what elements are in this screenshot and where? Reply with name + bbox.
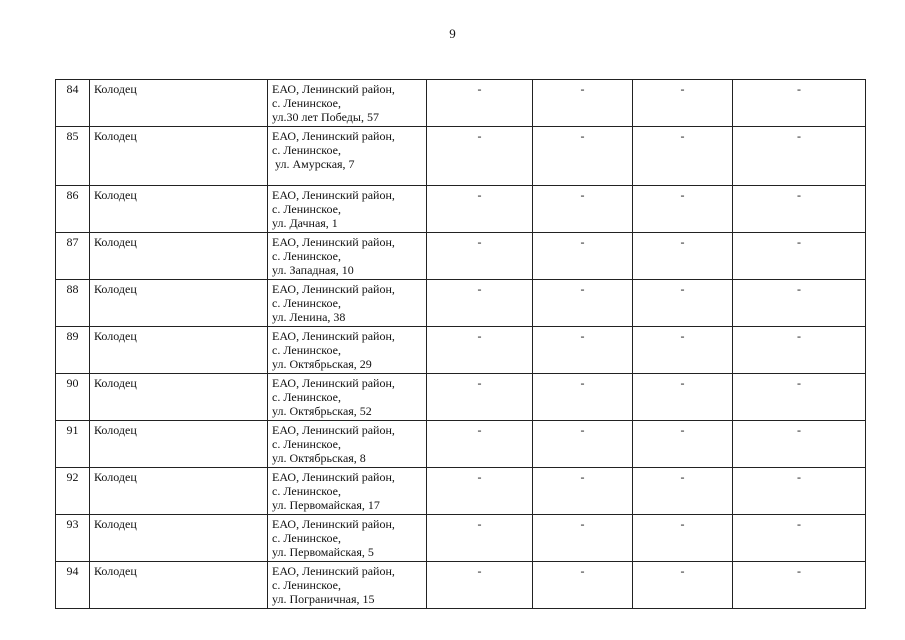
address-line: ул. Октябрьская, 52 xyxy=(272,404,372,418)
value-cell: - xyxy=(533,327,633,374)
address-line: ул. Первомайская, 5 xyxy=(272,545,374,559)
row-number: 93 xyxy=(56,515,90,562)
address-line: ЕАО, Ленинский район, xyxy=(272,423,395,437)
object-name: Колодец xyxy=(90,421,268,468)
object-name: Колодец xyxy=(90,233,268,280)
object-name: Колодец xyxy=(90,562,268,609)
address-line: ул.30 лет Победы, 57 xyxy=(272,110,379,124)
address-line: ул. Первомайская, 17 xyxy=(272,498,380,512)
address-line: с. Ленинское, xyxy=(272,578,341,592)
value-cell: - xyxy=(533,468,633,515)
address-line: ЕАО, Ленинский район, xyxy=(272,129,395,143)
table-row xyxy=(56,233,866,280)
object-address xyxy=(268,515,427,562)
value-cell: - xyxy=(633,80,733,127)
address-line: ул. Октябрьская, 8 xyxy=(272,451,366,465)
address-line: ул. Пограничная, 15 xyxy=(272,592,375,606)
object-address xyxy=(268,327,427,374)
row-number: 92 xyxy=(56,468,90,515)
value-cell: - xyxy=(633,327,733,374)
row-number: 87 xyxy=(56,233,90,280)
table-row xyxy=(56,421,866,468)
table-row xyxy=(56,562,866,609)
row-number: 88 xyxy=(56,280,90,327)
address-line: с. Ленинское, xyxy=(272,202,341,216)
value-cell: - xyxy=(633,515,733,562)
table-row xyxy=(56,327,866,374)
value-cell: - xyxy=(733,562,866,609)
object-address xyxy=(268,280,427,327)
value-cell: - xyxy=(427,280,533,327)
value-cell: - xyxy=(533,421,633,468)
table-body xyxy=(56,80,866,609)
value-cell: - xyxy=(733,186,866,233)
address-line: ЕАО, Ленинский район, xyxy=(272,329,395,343)
value-cell: - xyxy=(733,80,866,127)
object-address xyxy=(268,374,427,421)
address-line: с. Ленинское, xyxy=(272,96,341,110)
value-cell: - xyxy=(633,280,733,327)
address-line: ул. Октябрьская, 29 xyxy=(272,357,372,371)
object-name: Колодец xyxy=(90,80,268,127)
value-cell: - xyxy=(733,421,866,468)
table-row xyxy=(56,374,866,421)
address-line: с. Ленинское, xyxy=(272,343,341,357)
value-cell: - xyxy=(533,186,633,233)
value-cell: - xyxy=(733,327,866,374)
object-address xyxy=(268,80,427,127)
value-cell: - xyxy=(633,468,733,515)
table-row xyxy=(56,80,866,127)
page-number: 9 xyxy=(449,26,456,41)
object-address xyxy=(268,186,427,233)
object-name: Колодец xyxy=(90,374,268,421)
value-cell: - xyxy=(427,562,533,609)
table-row xyxy=(56,280,866,327)
address-line: ул. Ленина, 38 xyxy=(272,310,346,324)
value-cell: - xyxy=(733,468,866,515)
object-name: Колодец xyxy=(90,327,268,374)
object-name: Колодец xyxy=(90,280,268,327)
value-cell: - xyxy=(427,233,533,280)
address-line: с. Ленинское, xyxy=(272,143,341,157)
address-line: ул. Амурская, 7 xyxy=(272,157,355,171)
table-row xyxy=(56,127,866,186)
address-line: ЕАО, Ленинский район, xyxy=(272,470,395,484)
value-cell: - xyxy=(427,421,533,468)
address-line: ЕАО, Ленинский район, xyxy=(272,188,395,202)
wells-table xyxy=(55,79,866,609)
address-line: с. Ленинское, xyxy=(272,531,341,545)
row-number: 91 xyxy=(56,421,90,468)
address-line: с. Ленинское, xyxy=(272,390,341,404)
address-line: с. Ленинское, xyxy=(272,249,341,263)
value-cell: - xyxy=(533,374,633,421)
value-cell: - xyxy=(427,127,533,186)
value-cell: - xyxy=(633,186,733,233)
table-row xyxy=(56,515,866,562)
table-row xyxy=(56,468,866,515)
value-cell: - xyxy=(427,186,533,233)
value-cell: - xyxy=(533,80,633,127)
object-address xyxy=(268,468,427,515)
value-cell: - xyxy=(733,233,866,280)
value-cell: - xyxy=(733,127,866,186)
row-number: 90 xyxy=(56,374,90,421)
object-name: Колодец xyxy=(90,468,268,515)
object-address xyxy=(268,127,427,186)
address-line: ЕАО, Ленинский район, xyxy=(272,517,395,531)
value-cell: - xyxy=(533,127,633,186)
address-line: с. Ленинское, xyxy=(272,437,341,451)
value-cell: - xyxy=(533,233,633,280)
address-line: ЕАО, Ленинский район, xyxy=(272,82,395,96)
value-cell: - xyxy=(427,468,533,515)
value-cell: - xyxy=(633,374,733,421)
table-row xyxy=(56,186,866,233)
value-cell: - xyxy=(533,280,633,327)
value-cell: - xyxy=(733,374,866,421)
row-number: 85 xyxy=(56,127,90,186)
value-cell: - xyxy=(427,374,533,421)
row-number: 94 xyxy=(56,562,90,609)
value-cell: - xyxy=(633,233,733,280)
address-line: ул. Западная, 10 xyxy=(272,263,354,277)
value-cell: - xyxy=(427,327,533,374)
value-cell: - xyxy=(733,280,866,327)
value-cell: - xyxy=(427,515,533,562)
value-cell: - xyxy=(633,127,733,186)
object-address xyxy=(268,421,427,468)
value-cell: - xyxy=(427,80,533,127)
address-line: ЕАО, Ленинский район, xyxy=(272,564,395,578)
address-line: ЕАО, Ленинский район, xyxy=(272,235,395,249)
row-number: 86 xyxy=(56,186,90,233)
object-name: Колодец xyxy=(90,515,268,562)
object-address xyxy=(268,233,427,280)
object-name: Колодец xyxy=(90,186,268,233)
row-number: 84 xyxy=(56,80,90,127)
value-cell: - xyxy=(533,562,633,609)
value-cell: - xyxy=(633,421,733,468)
address-line: ул. Дачная, 1 xyxy=(272,216,338,230)
value-cell: - xyxy=(533,515,633,562)
address-line: ЕАО, Ленинский район, xyxy=(272,282,395,296)
value-cell: - xyxy=(733,515,866,562)
address-line: ЕАО, Ленинский район, xyxy=(272,376,395,390)
value-cell: - xyxy=(633,562,733,609)
address-line: с. Ленинское, xyxy=(272,484,341,498)
object-address xyxy=(268,562,427,609)
row-number: 89 xyxy=(56,327,90,374)
address-line: с. Ленинское, xyxy=(272,296,341,310)
object-name: Колодец xyxy=(90,127,268,186)
